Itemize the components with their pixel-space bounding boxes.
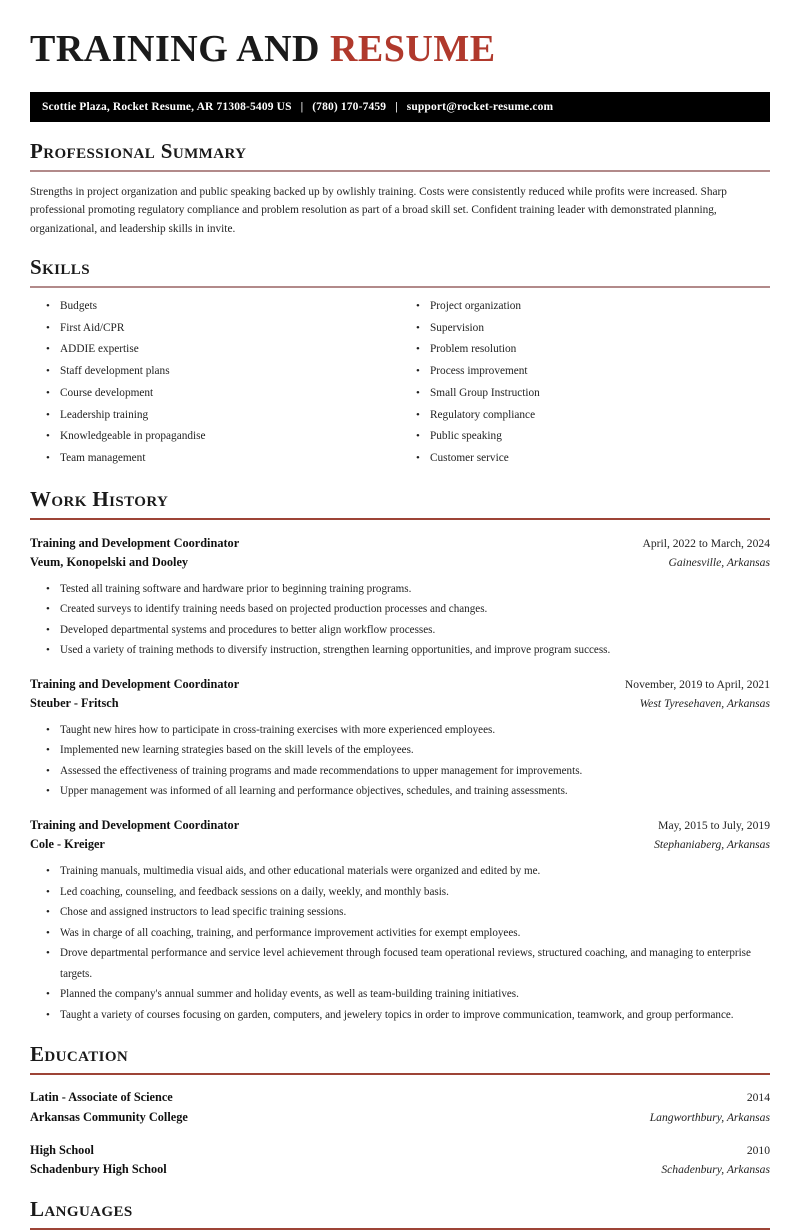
section-heading-education: Education: [30, 1042, 129, 1067]
contact-email[interactable]: support@rocket-resume.com: [406, 101, 554, 113]
list-item: • Public speaking: [430, 426, 770, 448]
section-rule-work-history: [30, 518, 770, 520]
list-item: • Project organization: [430, 296, 770, 318]
section-rule-education: [30, 1073, 770, 1075]
list-item: • ADDIE expertise: [60, 339, 400, 361]
skills-column-right: [400, 296, 770, 470]
education-entry: [30, 1088, 770, 1127]
list-item: • Implemented new learning strategies based on the skill levels of the employees.: [60, 740, 770, 761]
education-entry: [30, 1141, 770, 1180]
list-item: • Knowledgeable in propagandise: [60, 426, 400, 448]
list-item: • Taught a variety of courses focusing on garden, computers, and jewelery topics in order to improve communication, teamwork, and group performance.: [60, 1005, 770, 1026]
section-rule-summary: [30, 170, 770, 172]
list-item: • Small Group Instruction: [430, 383, 770, 405]
job-title: Training and Development Coordinator: [30, 817, 240, 832]
contact-separator-2: |: [395, 101, 398, 113]
job-dates: November, 2019 to April, 2021: [624, 677, 770, 691]
section-professional-summary: [30, 140, 770, 238]
list-item: • Was in charge of all coaching, training, and performance improvement activities for exempt employees.: [60, 923, 770, 944]
list-item: • Developed departmental systems and procedures to better align workflow processes.: [60, 620, 770, 641]
education-degree: High School: [30, 1142, 94, 1157]
job-company: Steuber - Fritsch: [30, 695, 119, 710]
section-heading-work-history: Work History: [30, 486, 169, 511]
list-item: • Created surveys to identify training needs based on projected production processes and changes.: [60, 599, 770, 620]
section-languages: [30, 1198, 770, 1230]
list-item: • Taught new hires how to participate in cross-training exercises with more experienced employees.: [60, 720, 770, 741]
list-item: • Used a variety of training methods to diversify instruction, strengthen learning opportunities, and improve program success.: [60, 640, 770, 661]
job-bullet-list: [30, 861, 770, 1025]
section-rule-skills: [30, 286, 770, 288]
list-item: • Supervision: [430, 318, 770, 340]
job-dates: April, 2022 to March, 2024: [642, 536, 770, 550]
title-primary: TRAINING AND: [30, 28, 320, 70]
skills-column-left: [30, 296, 400, 470]
list-item: • Staff development plans: [60, 361, 400, 383]
education-location: Schadenbury, Arkansas: [661, 1163, 770, 1177]
education-school: Arkansas Community College: [30, 1109, 188, 1124]
list-item: • Leadership training: [60, 405, 400, 427]
job-bullet-list: [30, 579, 770, 661]
skills-list-right: [400, 296, 770, 470]
job-location: Stephaniaberg, Arkansas: [654, 838, 770, 852]
contact-address: Scottie Plaza, Rocket Resume, AR 71308-5409 US: [42, 101, 292, 113]
job-title: Training and Development Coordinator: [30, 535, 240, 550]
list-item: • Process improvement: [430, 361, 770, 383]
list-item: • Regulatory compliance: [430, 405, 770, 427]
list-item: • Team management: [60, 448, 400, 470]
work-entry: [30, 534, 770, 661]
education-degree: Latin - Associate of Science: [30, 1090, 173, 1105]
list-item: • Training manuals, multimedia visual aids, and other educational materials were organized and edited by me.: [60, 861, 770, 882]
job-dates: May, 2015 to July, 2019: [658, 818, 770, 832]
job-bullet-list: [30, 720, 770, 802]
job-location: Gainesville, Arkansas: [668, 555, 770, 569]
job-company: Veum, Konopelski and Dooley: [30, 554, 189, 569]
job-title: Training and Development Coordinator: [30, 676, 240, 691]
list-item: • Course development: [60, 383, 400, 405]
list-item: • Problem resolution: [430, 339, 770, 361]
section-work-history: [30, 488, 770, 1026]
education-year: 2010: [746, 1143, 770, 1157]
section-skills: [30, 256, 770, 470]
education-location: Langworthbury, Arkansas: [649, 1110, 770, 1124]
work-entry: [30, 675, 770, 802]
education-school: Schadenbury High School: [30, 1162, 167, 1177]
job-company: Cole - Kreiger: [30, 837, 105, 852]
list-item: • Budgets: [60, 296, 400, 318]
job-location: West Tyresehaven, Arkansas: [639, 696, 770, 710]
list-item: • Upper management was informed of all learning and performance objectives, schedules, and training assessments.: [60, 781, 770, 802]
list-item: • First Aid/CPR: [60, 318, 400, 340]
work-entry: [30, 816, 770, 1025]
contact-bar: [30, 92, 770, 122]
section-education: [30, 1043, 770, 1180]
section-heading-summary: Professional Summary: [30, 139, 247, 163]
skills-list-left: [30, 296, 400, 470]
title-accent: RESUME: [329, 28, 496, 70]
list-item: • Assessed the effectiveness of training programs and made recommendations to upper management for improvements.: [60, 761, 770, 782]
contact-phone[interactable]: (780) 170-7459: [312, 101, 387, 113]
list-item: • Tested all training software and hardware prior to beginning training programs.: [60, 579, 770, 600]
list-item: • Customer service: [430, 448, 770, 470]
contact-separator-1: |: [300, 101, 304, 113]
list-item: • Drove departmental performance and service level achievement through focused team operational reviews, structured coaching, and managing to enterprise targets.: [60, 943, 770, 984]
education-year: 2014: [746, 1091, 770, 1105]
section-heading-languages: Languages: [30, 1196, 133, 1221]
list-item: • Led coaching, counseling, and feedback sessions on a daily, weekly, and monthly basis.: [60, 882, 770, 903]
list-item: • Planned the company's annual summer and holiday events, as well as team-building training initiatives.: [60, 984, 770, 1005]
summary-text: Strengths in project organization and public speaking backed up by owlishly training. Costs were consistently reduced while profits were increased. Sharp professional promoting regulatory compliance and problem resolution as part of a broad skill set. Confident training leader with demonstrated planning, organizational, and leadership skills in invite.: [30, 186, 727, 235]
page-title: [30, 0, 770, 68]
section-heading-skills: Skills: [30, 254, 90, 279]
list-item: • Chose and assigned instructors to lead specific training sessions.: [60, 902, 770, 923]
